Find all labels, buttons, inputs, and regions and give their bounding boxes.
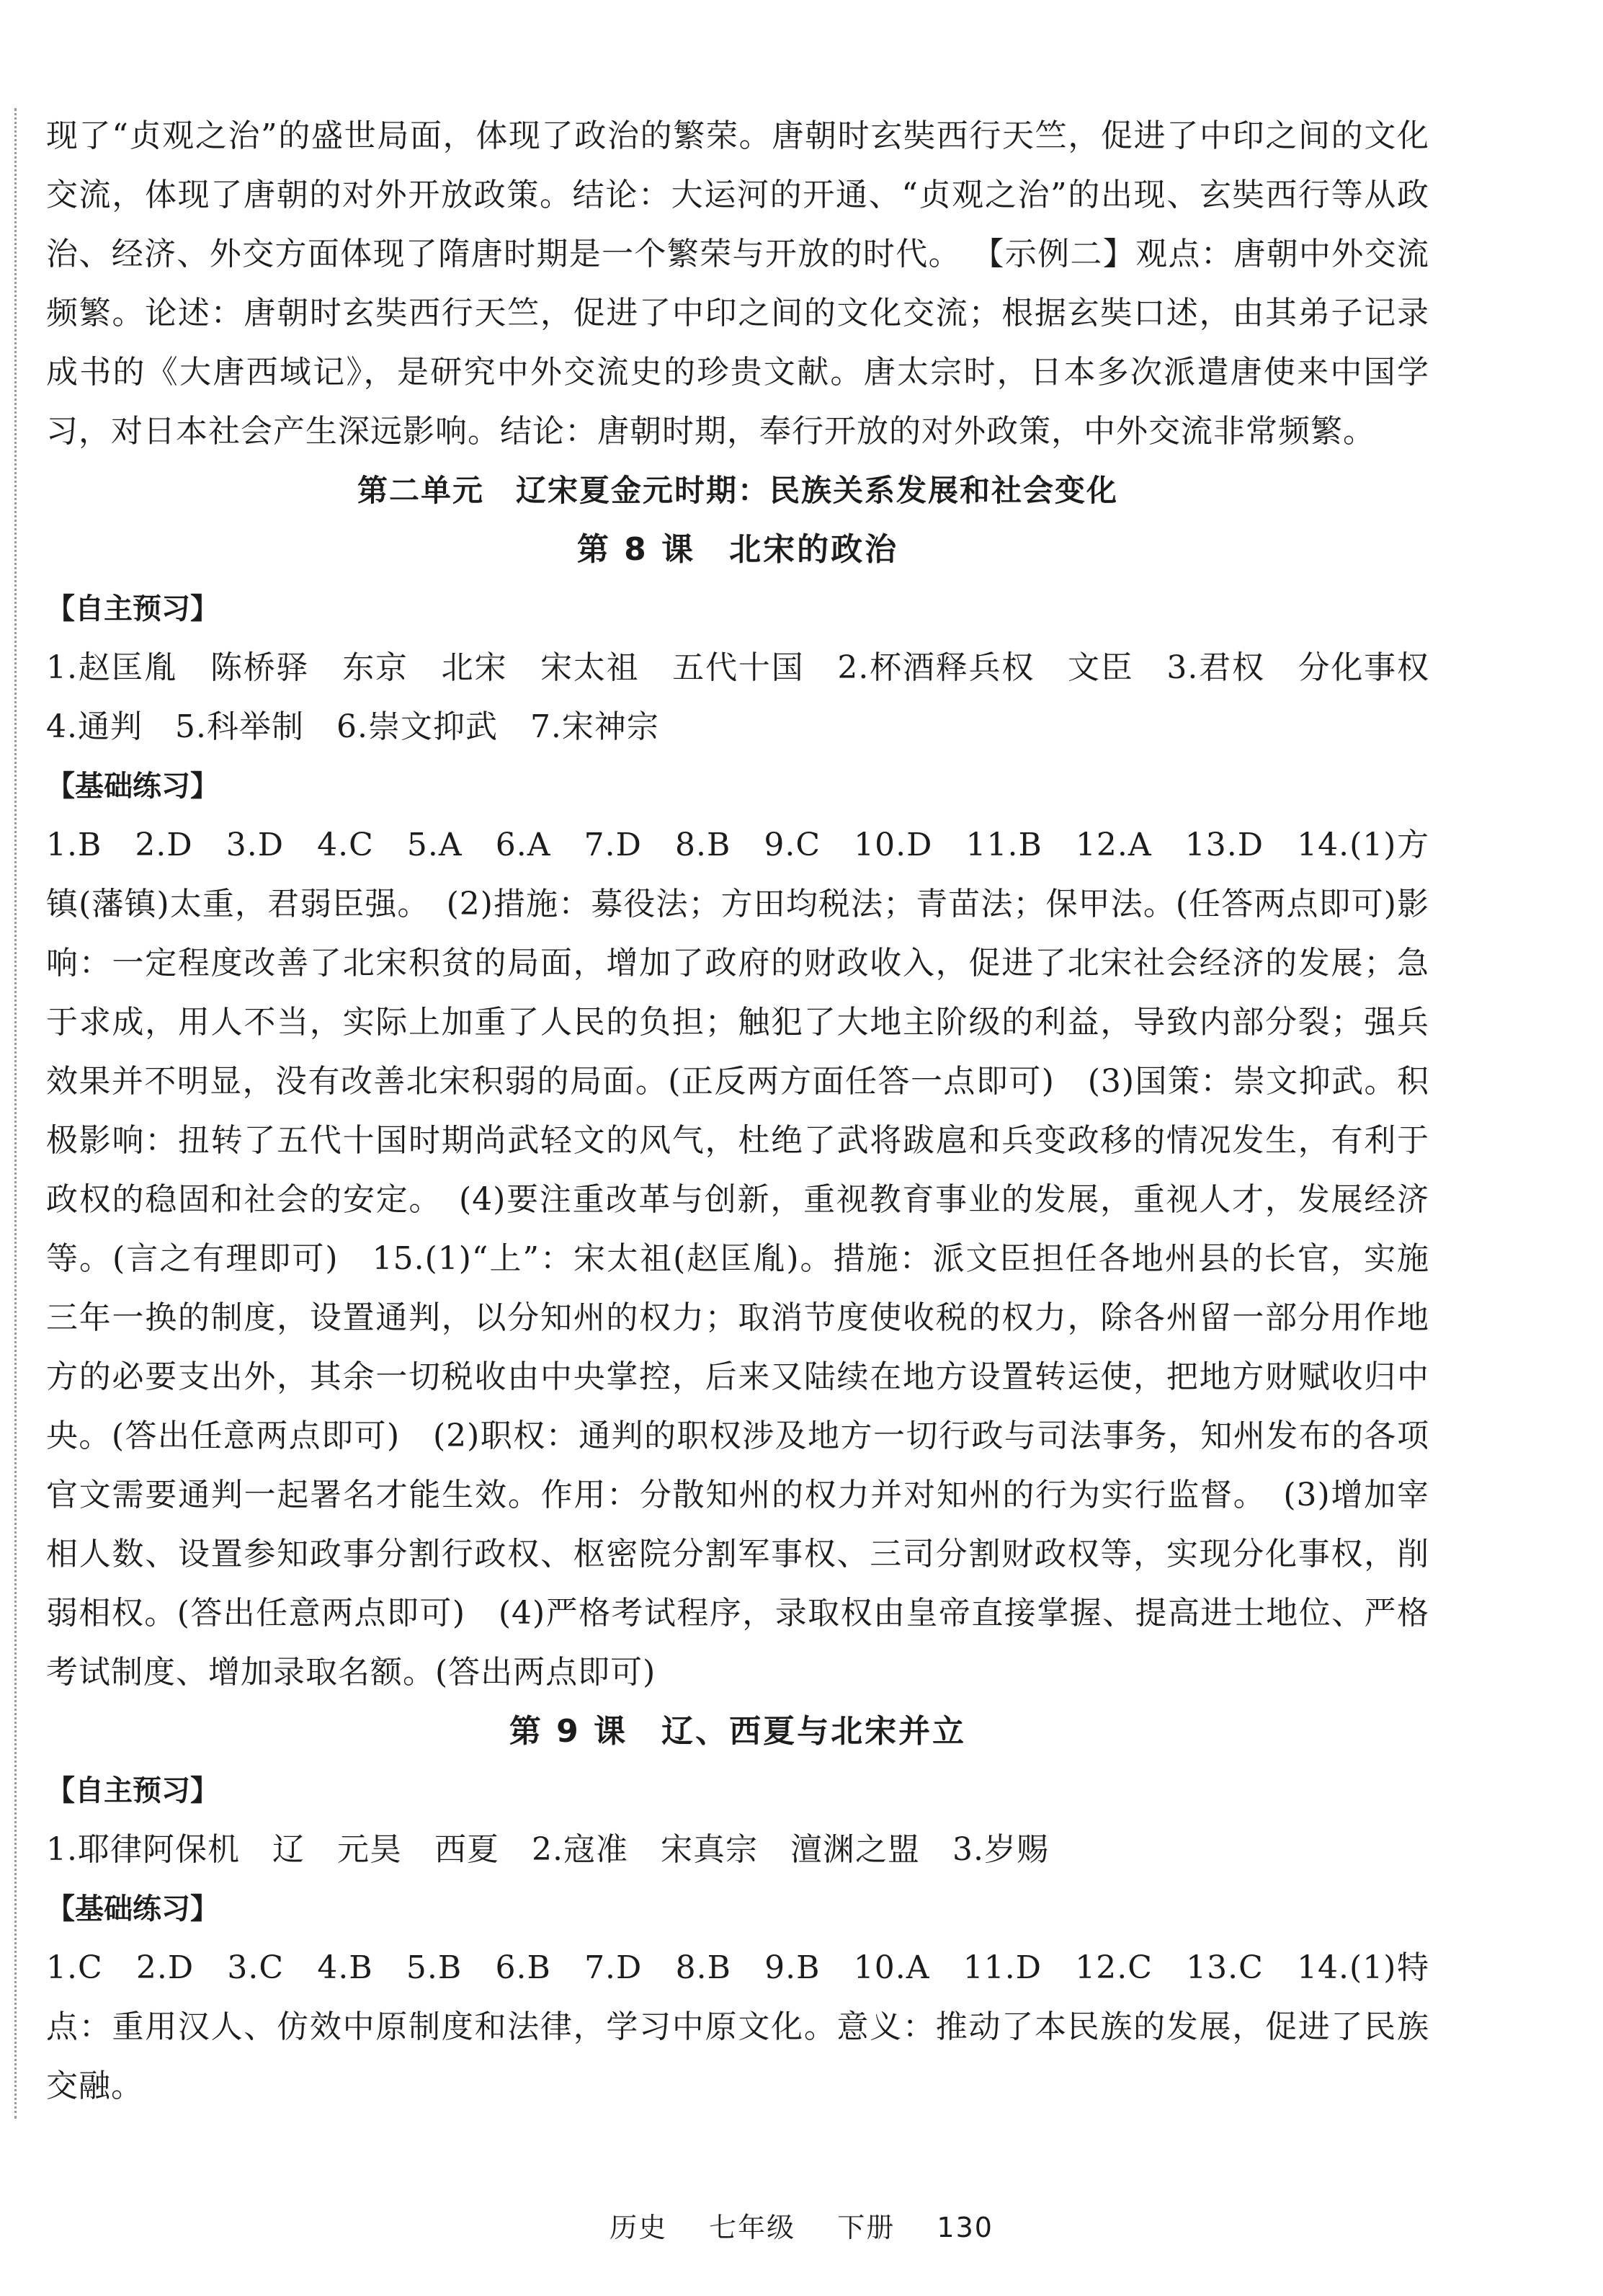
lesson-8-preview-heading: 【自主预习】 [46,592,219,626]
lesson-9-preview-heading: 【自主预习】 [46,1774,219,1807]
lesson-8-preview-answers: 1.赵匡胤 陈桥驿 东京 北宋 宋太祖 五代十国 2.杯酒释兵权 文臣 3.君权 分化事权 4.通判 5.科举制 6.崇文抑武 7.宋神宗 [46,649,1462,745]
lesson-8-practice-heading: 【基础练习】 [46,770,219,803]
unit-title: 第二单元 辽宋夏金元时期：民族关系发展和社会变化 [357,473,1118,508]
page-footer [0,2205,1603,2245]
footer-subject: 历史 [610,2212,668,2243]
lesson-8-title: 第 8 课 北宋的政治 [576,531,899,568]
lesson-8 [46,520,1462,1702]
lesson-9-practice-heading: 【基础练习】 [46,1892,219,1926]
lesson-9-title: 第 9 课 辽、西夏与北宋并立 [509,1713,967,1750]
margin-dotted-rule [14,108,17,2119]
footer-grade: 七年级 [709,2212,796,2243]
lesson-8-practice-answers: 1.B 2.D 3.D 4.C 5.A 6.A 7.D 8.B 9.C 10.D 11.B 12.A 13.D 14.(1)方镇(藩镇)太重，君弱臣强。 (2)措施：募役法；方田均税法；青苗法；保甲法。(任答两点即可)影响：一定程度改善了北宋积贫的局面，增加了政府的财政收入，促进了北宋社会经济的发展；急于求成，用人不当，实际上加重了人民的负担；触犯了大地主阶级的利益，导致内部分裂；强兵效果并不明显，没有改善北宋积弱的局面。(正反两方面任答一点即可) (3)国策：崇文抑武。积极影响：扭转了五代十国时期尚武轻文的风气，杜绝了武将跋扈和兵变政移的情况发生，有利于政权的稳固和社会的安定。 (4)要注重改革与创新，重视教育事业的发展，重视人才，发展经济等。(言之有理即可) 15.(1)“上”：宋太祖(赵匡胤)。措施：派文臣担任各地州县的长官，实施三年一换的制度，设置通判，以分知州的权力；取消节度使收税的权力，除各州留一部分用作地方的必要支出外，其余一切税收由中央掌控，后来又陆续在地方设置转运使，把地方财赋收归中央。(答出任意两点即可) (2)职权：通判的职权涉及地方一切行政与司法事务，知州发布的各项官文需要通判一起署名才能生效。作用：分散知州的权力并对知州的行为实行监督。 (3)增加宰相人数、设置参知政事分割行政权、枢密院分割军事权、三司分割财政权等，实现分化事权，削弱相权。(答出任意两点即可) (4)严格考试程序，录取权由皇帝直接掌握、提高进士地位、严格考试制度、增加录取名额。(答出两点即可) [46,827,1429,1691]
page-number: 130 [937,2212,993,2243]
footer-volume: 下册 [837,2212,896,2243]
answer-page [46,107,1462,2116]
lesson-9-preview-answers: 1.耶律阿保机 辽 元昊 西夏 2.寇准 宋真宗 澶渊之盟 3.岁赐 [46,1831,1049,1868]
intro-paragraph: 现了“贞观之治”的盛世局面，体现了政治的繁荣。唐朝时玄奘西行天竺，促进了中印之间的文化交流，体现了唐朝的对外开放政策。结论：大运河的开通、“贞观之治”的出现、玄奘西行等从政治、经济、外交方面体现了隋唐时期是一个繁荣与开放的时代。 【示例二】观点：唐朝中外交流频繁。论述：唐朝时玄奘西行天竺，促进了中印之间的文化交流；根据玄奘口述，由其弟子记录成书的《大唐西域记》，是研究中外交流史的珍贵文献。唐太宗时，日本多次派遣唐使来中国学习，对日本社会产生深远影响。结论：唐朝时期，奉行开放的对外政策，中外交流非常频繁。 [46,117,1429,450]
lesson-9 [46,1702,1429,2116]
lesson-9-practice-answers: 1.C 2.D 3.C 4.B 5.B 6.B 7.D 8.B 9.B 10.A 11.D 12.C 13.C 14.(1)特点：重用汉人、仿效中原制度和法律，学习中原文化。意义：推动了本民族的发展，促进了民族交融。 [46,1949,1429,2104]
